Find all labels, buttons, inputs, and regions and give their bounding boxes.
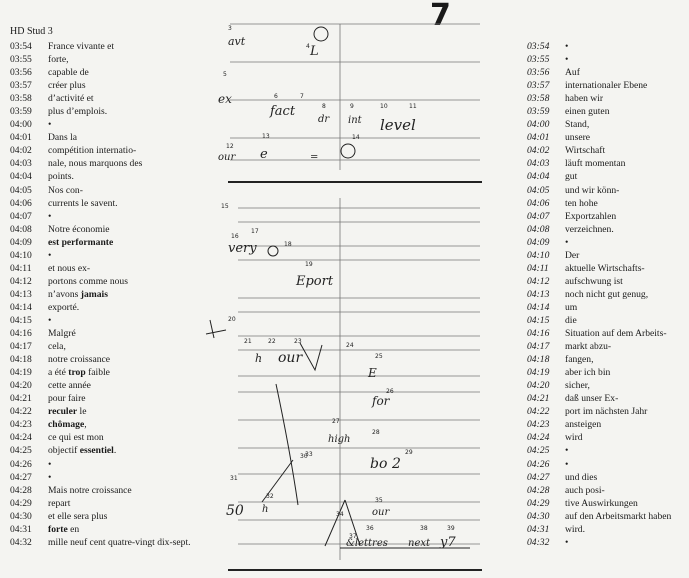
timestamp: 04:03 bbox=[527, 158, 550, 170]
text-span: d’activité et bbox=[48, 93, 94, 105]
interpretation-line: Auf bbox=[565, 67, 580, 79]
timestamp: 04:24 bbox=[10, 432, 32, 444]
note-index-number: 35 bbox=[375, 497, 383, 504]
note-index-number: 39 bbox=[447, 525, 455, 532]
interpretation-line: aufschwung ist bbox=[565, 275, 623, 287]
note-index-number: 11 bbox=[409, 103, 417, 110]
timestamp: 04:13 bbox=[527, 288, 550, 300]
note-index-number: 23 bbox=[294, 338, 302, 345]
note-word: y7 bbox=[440, 535, 456, 550]
note-index-number: 15 bbox=[221, 203, 229, 210]
timestamp: 04:32 bbox=[10, 536, 32, 548]
timestamp: 03:58 bbox=[10, 93, 32, 105]
interpretation-line: Der bbox=[565, 249, 580, 261]
interpretation-line: • bbox=[565, 54, 569, 66]
text-span: France vivante et bbox=[48, 41, 115, 52]
timestamp: 04:11 bbox=[10, 262, 32, 274]
text-span: • bbox=[48, 249, 52, 261]
emphasized-word: est performante bbox=[48, 236, 114, 248]
timestamp: 04:29 bbox=[527, 497, 550, 509]
note-word: e bbox=[260, 147, 268, 162]
interpretation-line: sicher, bbox=[565, 380, 590, 392]
interpretation-line: noch nicht gut genug, bbox=[565, 288, 649, 300]
note-word: E bbox=[368, 366, 377, 380]
note-index-number: 22 bbox=[268, 338, 276, 345]
note-word: = bbox=[310, 152, 319, 163]
timestamp: 04:00 bbox=[10, 119, 32, 131]
note-word: very bbox=[228, 241, 257, 256]
timestamp: 04:25 bbox=[10, 445, 32, 457]
interpretation-line: einen guten bbox=[565, 106, 610, 118]
note-word: avt bbox=[228, 35, 246, 48]
text-span: compétition internatio- bbox=[48, 145, 137, 157]
interpretation-line: auf den Arbeitsmarkt haben bbox=[565, 510, 672, 522]
note-index-number: 4 bbox=[306, 43, 310, 50]
note-index-number: 28 bbox=[372, 429, 380, 436]
interpretation-line: tive Auswirkungen bbox=[565, 497, 638, 509]
text-span: , bbox=[84, 419, 87, 431]
text-span: plus d’emplois. bbox=[48, 106, 108, 118]
interpretation-line: Situation auf dem Arbeits- bbox=[565, 328, 667, 340]
timestamp: 03:57 bbox=[10, 80, 32, 92]
timestamp: 04:23 bbox=[10, 419, 32, 431]
interpretation-line: die bbox=[565, 314, 577, 326]
note-index-number: 7 bbox=[300, 93, 304, 100]
text-span: pour faire bbox=[48, 393, 86, 405]
text-span: forte, bbox=[48, 54, 69, 66]
timestamp: 04:29 bbox=[10, 497, 32, 509]
text-span: cela, bbox=[48, 341, 66, 353]
timestamp: 04:20 bbox=[10, 380, 32, 392]
emphasized-word: essentiel bbox=[79, 445, 114, 457]
interpretation-line: um bbox=[565, 301, 578, 313]
timestamp: 04:06 bbox=[527, 197, 550, 209]
note-index-number: 37 bbox=[349, 533, 357, 540]
interpretation-line: ansteigen bbox=[565, 419, 602, 431]
text-span: . bbox=[113, 445, 117, 457]
interpretation-line: aktuelle Wirtschafts- bbox=[565, 262, 645, 274]
note-index-number: 32 bbox=[266, 493, 274, 500]
note-word: our bbox=[278, 350, 303, 366]
note-word: h bbox=[262, 504, 269, 515]
interpretation-line: fangen, bbox=[565, 354, 594, 366]
note-word: our bbox=[372, 507, 390, 518]
text-span: en bbox=[67, 523, 80, 535]
note-word: dr bbox=[318, 114, 330, 125]
text-span: Dans la bbox=[48, 132, 78, 144]
timestamp: 04:02 bbox=[10, 145, 32, 157]
text-span: nale, nous marquons des bbox=[48, 158, 143, 170]
timestamp: 04:01 bbox=[10, 132, 32, 144]
note-index-number: 16 bbox=[231, 233, 239, 240]
interpretation-line: • bbox=[565, 458, 569, 470]
timestamp: 04:31 bbox=[10, 523, 32, 535]
timestamp: 03:57 bbox=[527, 80, 550, 92]
page-number: 7 bbox=[430, 0, 451, 33]
timestamp: 04:26 bbox=[527, 458, 550, 470]
timestamp: 04:18 bbox=[527, 354, 550, 366]
interpretation-line: ten hohe bbox=[565, 197, 598, 209]
timestamp: 04:13 bbox=[10, 288, 32, 300]
note-index-number: 36 bbox=[366, 525, 374, 532]
interpretation-line: und wir könn- bbox=[565, 184, 620, 196]
timestamp: 04:05 bbox=[527, 184, 550, 196]
interpretation-line: • bbox=[565, 536, 569, 548]
note-index-number: 24 bbox=[346, 342, 354, 349]
interpretation-line: auch posi- bbox=[565, 484, 605, 496]
note-word: Eport bbox=[296, 274, 334, 289]
text-span: capable de bbox=[48, 67, 89, 79]
timestamp: 04:12 bbox=[527, 275, 550, 287]
note-word: level bbox=[380, 116, 416, 134]
timestamp: 04:24 bbox=[527, 432, 550, 444]
timestamp: 04:10 bbox=[527, 249, 550, 261]
timestamp: 04:08 bbox=[10, 223, 32, 235]
timestamp: 03:58 bbox=[527, 93, 550, 105]
note-index-number: 30 bbox=[300, 453, 308, 460]
timestamp: 03:55 bbox=[10, 54, 32, 66]
note-numbers bbox=[221, 25, 455, 540]
note-word: high bbox=[328, 434, 351, 445]
text-span: faible bbox=[85, 367, 110, 379]
text-span: créer plus bbox=[48, 80, 86, 92]
note-index-number: 26 bbox=[386, 388, 394, 395]
interpretation-line: wird bbox=[565, 432, 583, 444]
timestamp: 04:15 bbox=[527, 314, 550, 326]
note-index-number: 8 bbox=[322, 103, 326, 110]
note-word: 2 bbox=[392, 456, 401, 472]
timestamp: 04:14 bbox=[10, 301, 32, 313]
note-word: L bbox=[310, 44, 319, 59]
note-index-number: 3 bbox=[228, 25, 232, 32]
text-span: • bbox=[48, 314, 52, 326]
note-word: 50 bbox=[226, 503, 244, 519]
note-index-number: 12 bbox=[226, 143, 234, 150]
note-word: fact bbox=[270, 104, 296, 119]
timestamp: 04:04 bbox=[527, 171, 550, 183]
interpretation-line: Stand, bbox=[565, 119, 590, 131]
note-index-number: 20 bbox=[228, 316, 236, 323]
timestamp: 03:55 bbox=[527, 54, 550, 66]
note-word: bo bbox=[370, 456, 388, 472]
text-span: notre croissance bbox=[48, 354, 111, 366]
timestamp: 03:54 bbox=[527, 41, 550, 52]
timestamp: 04:17 bbox=[527, 341, 550, 353]
note-symbols bbox=[206, 27, 470, 548]
note-index-number: 13 bbox=[262, 133, 270, 140]
page-header: HD Stud 3 bbox=[10, 26, 53, 37]
timestamp: 04:19 bbox=[10, 367, 32, 379]
timestamp: 04:10 bbox=[10, 249, 32, 261]
note-index-number: 31 bbox=[230, 475, 238, 482]
note-index-number: 21 bbox=[244, 338, 252, 345]
text-span: objectif bbox=[48, 445, 80, 457]
interpretation-line: port im nächsten Jahr bbox=[565, 406, 648, 418]
text-span: • bbox=[48, 119, 52, 131]
text-span: portons comme nous bbox=[48, 275, 128, 287]
interpretation-line: und dies bbox=[565, 471, 598, 483]
note-word: h bbox=[255, 352, 263, 365]
emphasized-word: jamais bbox=[80, 288, 108, 300]
interpretation-line: • bbox=[565, 236, 569, 248]
timestamp: 04:21 bbox=[10, 393, 32, 405]
note-index-number: 19 bbox=[305, 261, 313, 268]
timestamp: 04:03 bbox=[10, 158, 32, 170]
timestamp: 04:00 bbox=[527, 119, 550, 131]
interpretation-line: aber ich bin bbox=[565, 367, 611, 379]
interpretation-line: • bbox=[565, 41, 569, 52]
timestamp: 04:16 bbox=[10, 328, 32, 340]
text-span: n’avons bbox=[48, 288, 81, 300]
interpretation-line: verzeichnen. bbox=[565, 223, 614, 235]
timestamp: 04:25 bbox=[527, 445, 550, 457]
note-index-number: 33 bbox=[305, 451, 313, 458]
note-word: our bbox=[218, 152, 236, 163]
timestamp: 04:28 bbox=[10, 484, 32, 496]
timestamp: 04:30 bbox=[527, 510, 550, 522]
timestamp: 04:21 bbox=[527, 393, 550, 405]
text-span: et elle sera plus bbox=[48, 510, 108, 522]
emphasized-word: forte bbox=[48, 523, 68, 535]
timestamp: 04:30 bbox=[10, 510, 32, 522]
note-word: &lettres bbox=[346, 538, 388, 549]
text-span: Mais notre croissance bbox=[48, 484, 132, 496]
note-index-number: 14 bbox=[352, 134, 360, 141]
timestamp: 04:23 bbox=[527, 419, 550, 431]
timestamp: 04:01 bbox=[527, 132, 550, 144]
timestamp: 04:07 bbox=[527, 210, 550, 222]
interpretation-line: haben wir bbox=[565, 93, 604, 105]
timestamp: 04:18 bbox=[10, 354, 32, 366]
interpretation-line: markt abzu- bbox=[565, 341, 612, 353]
note-words bbox=[218, 35, 456, 550]
timestamp: 04:14 bbox=[527, 301, 550, 313]
timestamp: 04:22 bbox=[527, 406, 550, 418]
text-span: • bbox=[48, 458, 52, 470]
note-index-number: 17 bbox=[251, 228, 259, 235]
text-span: mille neuf cent quatre-vingt dix-sept. bbox=[48, 536, 191, 548]
text-span: a été bbox=[48, 367, 69, 379]
timestamp: 04:17 bbox=[10, 341, 32, 353]
note-index-number: 5 bbox=[223, 71, 227, 78]
text-span: Notre économie bbox=[48, 223, 110, 235]
interpretation-line: daß unser Ex- bbox=[565, 393, 619, 405]
note-index-number: 18 bbox=[284, 241, 292, 248]
timestamp: 04:12 bbox=[10, 275, 32, 287]
interpretation-line: Exportzahlen bbox=[565, 210, 617, 222]
timestamp: 04:07 bbox=[10, 210, 32, 222]
timestamp: 04:04 bbox=[10, 171, 32, 183]
note-index-number: 10 bbox=[380, 103, 388, 110]
note-word: next bbox=[408, 538, 431, 549]
interpretation-line: Wirtschaft bbox=[565, 145, 606, 157]
timestamp: 04:26 bbox=[10, 458, 32, 470]
note-word: ex bbox=[218, 92, 232, 106]
timestamp: 04:09 bbox=[10, 236, 32, 248]
text-span: exporté. bbox=[48, 301, 80, 313]
timestamp: 03:56 bbox=[10, 67, 32, 79]
note-index-number: 9 bbox=[350, 103, 354, 110]
note-word: int bbox=[348, 115, 362, 126]
text-span: cette année bbox=[48, 380, 91, 392]
timestamp: 04:32 bbox=[527, 536, 550, 548]
text-span: currents le savent. bbox=[48, 197, 118, 209]
timestamp: 04:27 bbox=[10, 471, 32, 483]
timestamp: 04:19 bbox=[527, 367, 550, 379]
interpretation-line: wird. bbox=[565, 523, 585, 535]
timestamp: 03:54 bbox=[10, 41, 32, 52]
interpretation-line: läuft momentan bbox=[565, 158, 626, 170]
interpretation-line: internationaler Ebene bbox=[565, 80, 648, 92]
text-span: • bbox=[48, 471, 52, 483]
interpretation-line: unsere bbox=[565, 132, 591, 144]
note-index-number: 27 bbox=[332, 418, 340, 425]
timestamp: 04:05 bbox=[10, 184, 32, 196]
timestamp: 04:09 bbox=[527, 236, 550, 248]
note-word: for bbox=[372, 394, 390, 408]
text-span: Nos con- bbox=[48, 184, 83, 196]
timestamp: 04:02 bbox=[527, 145, 550, 157]
timestamp: 03:59 bbox=[527, 106, 550, 118]
note-index-number: 6 bbox=[274, 93, 278, 100]
interpretation-line: • bbox=[565, 445, 569, 457]
text-span: ce qui est mon bbox=[48, 432, 104, 444]
emphasized-word: trop bbox=[68, 367, 86, 379]
note-index-number: 25 bbox=[375, 353, 383, 360]
timestamp: 03:56 bbox=[527, 67, 550, 79]
text-span: le bbox=[77, 406, 87, 418]
note-index-number: 29 bbox=[405, 449, 413, 456]
emphasized-word: reculer bbox=[48, 406, 78, 418]
text-span: repart bbox=[48, 497, 71, 509]
timestamp: 04:27 bbox=[527, 471, 550, 483]
notepad-ruling bbox=[230, 24, 480, 544]
timestamp: 04:31 bbox=[527, 523, 550, 535]
timestamp: 04:11 bbox=[527, 262, 549, 274]
timestamp: 04:15 bbox=[10, 314, 32, 326]
emphasized-word: chômage bbox=[48, 419, 85, 431]
text-span: • bbox=[48, 210, 52, 222]
text-span: points. bbox=[48, 171, 74, 183]
timestamp: 04:08 bbox=[527, 223, 550, 235]
timestamp: 04:28 bbox=[527, 484, 550, 496]
interpretation-line: gut bbox=[565, 171, 578, 183]
timestamp: 04:20 bbox=[527, 380, 550, 392]
note-index-number: 34 bbox=[336, 511, 344, 518]
timestamp: 04:06 bbox=[10, 197, 32, 209]
note-index-number: 38 bbox=[420, 525, 428, 532]
timestamp: 04:22 bbox=[10, 406, 32, 418]
text-span: Malgré bbox=[48, 328, 76, 340]
text-span: et nous ex- bbox=[48, 262, 91, 274]
timestamp: 04:16 bbox=[527, 328, 550, 340]
timestamp: 03:59 bbox=[10, 106, 32, 118]
